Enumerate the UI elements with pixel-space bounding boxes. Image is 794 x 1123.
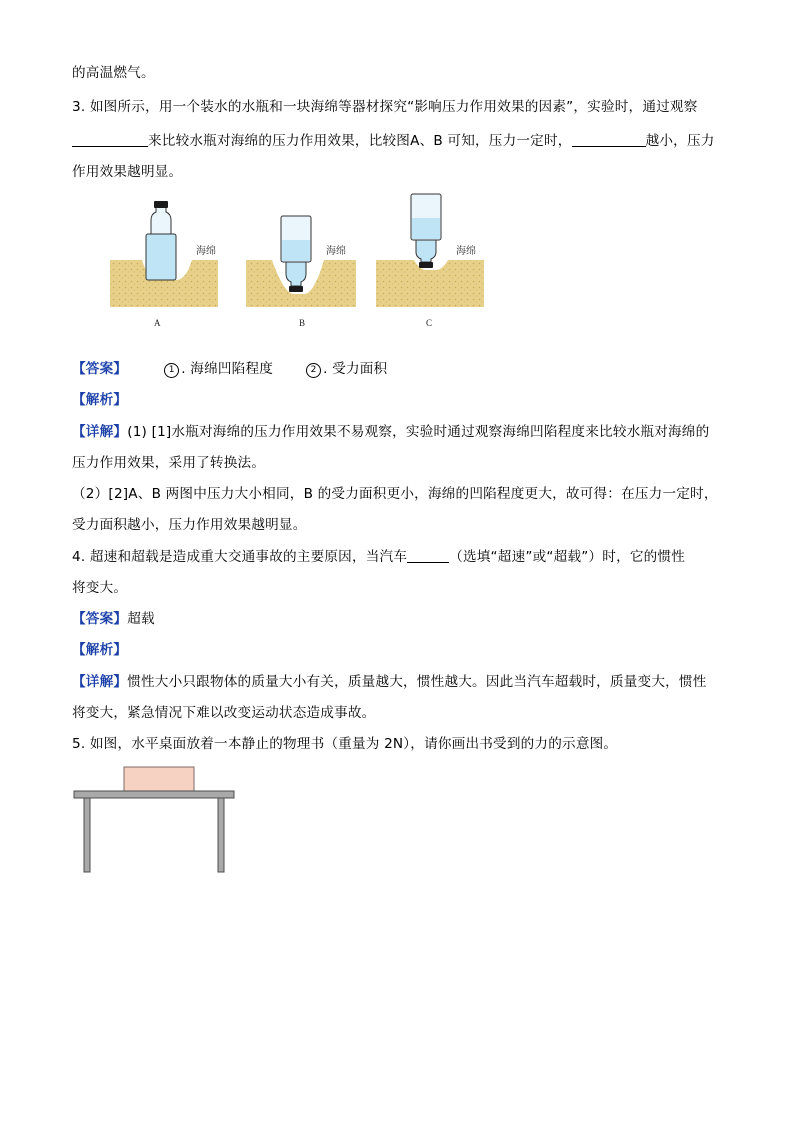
answer-tag: 【答案】 — [72, 611, 128, 627]
question-4-text: 将变大。 — [72, 580, 128, 596]
detail-text: （2）[2]A、B 两图中压力大小相同，B 的受力面积更小，海绵的凹陷程度更大，故可得：在压力一定时， — [72, 486, 718, 502]
detail-text: (1) [1]水瓶对海绵的压力作用效果不易观察，实验时通过观察海绵凹陷程度来比较水瓶对海绵的 — [127, 424, 710, 440]
bottle-c — [411, 194, 441, 268]
question-4-segment: 4. 超速和超载是造成重大交通事故的主要原因，当汽车 — [72, 549, 408, 565]
bottle-sponge-figure — [100, 190, 500, 335]
detail-line — [72, 673, 707, 691]
table-top — [74, 791, 234, 798]
sponge-label-c: 海绵 — [456, 246, 476, 257]
answer-tag: 【答案】 — [72, 361, 128, 377]
caption-a: A — [154, 318, 161, 328]
detail-text: 将变大，紧急情况下难以改变运动状态造成事故。 — [72, 705, 376, 721]
question-3-text: 3. 如图所示，用一个装水的水瓶和一块海绵等器材探究“影响压力作用效果的因素”，实验时，通过观察 — [72, 99, 698, 115]
detail-text: 受力面积越小，压力作用效果越明显。 — [72, 517, 307, 533]
detail-tag: 【详解】 — [72, 674, 128, 690]
answer-line — [72, 360, 387, 378]
question-5-text: 5. 如图，水平桌面放着一本静止的物理书（重量为 2N），请你画出书受到的力的示意图。 — [72, 736, 618, 752]
text-line: 的高温燃气。 — [72, 65, 155, 81]
caption-b: B — [299, 318, 306, 328]
answer-1: . 海绵凹陷程度 — [181, 361, 274, 377]
detail-tag: 【详解】 — [72, 424, 128, 440]
answer-line — [72, 610, 155, 628]
sponge-label-a: 海绵 — [196, 246, 216, 257]
book — [124, 767, 194, 791]
analysis-tag: 【解析】 — [72, 642, 128, 658]
bottle-a — [146, 201, 176, 280]
analysis-line — [72, 391, 127, 409]
question-4-segment: （选填“超速”或“超载”）时，它的惯性 — [449, 549, 686, 565]
answer-blank — [407, 548, 449, 563]
detail-text: 压力作用效果，采用了转换法。 — [72, 455, 266, 471]
question-3-text — [72, 132, 715, 150]
table-leg-right — [218, 798, 224, 872]
question-4-text — [72, 548, 685, 566]
circled-number: 2 — [306, 363, 321, 378]
answer-text: 超载 — [127, 611, 155, 627]
answer-blank — [72, 132, 148, 147]
question-3-segment: 越小，压力 — [645, 133, 715, 149]
book-on-table-figure — [72, 764, 238, 876]
detail-line — [72, 423, 709, 441]
sponge-label-b: 海绵 — [326, 246, 346, 257]
question-3-segment: 来比较水瓶对海绵的压力作用效果，比较图A、B 可知，压力一定时， — [148, 133, 572, 149]
caption-c: C — [426, 318, 433, 328]
answer-2: . 受力面积 — [323, 361, 388, 377]
analysis-line — [72, 641, 127, 659]
bottle-b — [281, 216, 311, 292]
table-leg-left — [84, 798, 90, 872]
question-3-text: 作用效果越明显。 — [72, 164, 183, 180]
circled-number: 1 — [164, 363, 179, 378]
analysis-tag: 【解析】 — [72, 392, 128, 408]
answer-blank — [572, 132, 646, 147]
detail-text: 惯性大小只跟物体的质量大小有关，质量越大，惯性越大。因此当汽车超载时，质量变大，惯性 — [127, 674, 707, 690]
